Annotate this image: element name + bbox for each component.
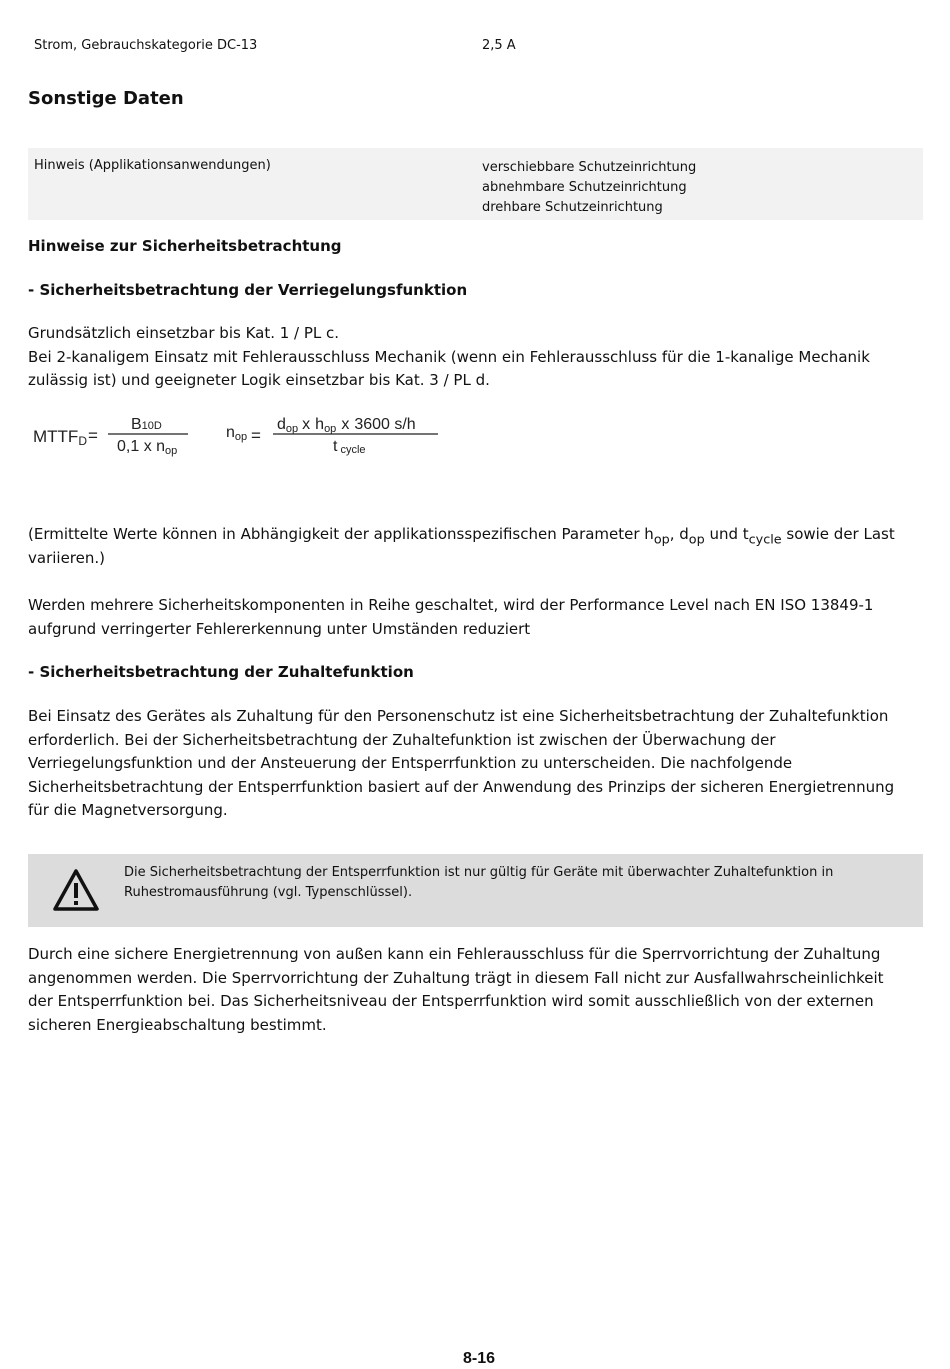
page-number: 8-16 [462,1350,496,1367]
paragraph-line: aufgrund verringerter Fehlererkennung unter Umständen reduziert [28,619,531,638]
paragraph-line: Sicherheitsbetrachtung der Entsperrfunktion basiert auf der Anwendung des Prinzips der sicheren Energietrennung [28,777,895,796]
table-cell-values [482,158,696,218]
svg-text:tcycle [333,438,366,456]
locking-paragraph [28,322,923,393]
formula-denominator: 0,1 x n [117,438,166,455]
formula-equals-2: = [251,426,261,445]
warning-line: Die Sicherheitsbetrachtung der Entsperrfunktion ist nur gültig für Geräte mit überwachter Zuhaltefunktion in [124,865,834,880]
paragraph-line: Durch eine sichere Energietrennung von außen kann ein Fehlerausschluss für die Sperrvorrichtung der Zuhaltung [28,945,881,963]
formula-t-sub: cycle [340,444,366,456]
warning-triangle-icon [52,868,100,912]
svg-text:dopxhopx3600 s/h [277,416,416,435]
note-text: (Ermittelte Werte können in Abhängigkeit der applikationsspezifischen Parameter h [28,525,654,543]
note-sub: cycle [748,532,782,548]
formula-h: h [315,416,325,433]
note-sub: op [653,532,670,548]
table-cell-label: Strom, Gebrauchskategorie DC-13 [34,38,258,53]
formula-equals: = [88,426,98,445]
paragraph-line: zulässig ist) und geeigneter Logik einsetzbar bis Kat. 3 / PL d. [28,371,490,389]
table-cell-value-line: abnehmbare Schutzeinrichtung [482,180,687,195]
formula-x2: x [341,416,350,433]
guard-heading: - Sicherheitsbetrachtung der Zuhaltefunktion [28,663,414,681]
paragraph-line: für die Magnetversorgung. [28,801,228,819]
table-row-current-dc13 [28,36,923,58]
table-cell-value: 2,5 A [482,38,516,53]
note-text: und t [704,525,749,543]
paragraph-line: Verriegelungsfunktion und der Ansteuerung der Entsperrfunktion zu unterscheiden. Die nachfolgende [28,754,793,772]
formula-b: B [131,416,142,433]
formula-rate: 3600 s/h [354,416,416,433]
formula-h-sub: op [324,423,337,435]
table-cell-label: Hinweis (Applikationsanwendungen) [34,158,271,173]
formula-mttf-sub: D [78,434,87,448]
warning-line: Ruhestromausführung (vgl. Typenschlüssel). [124,885,413,900]
paragraph-line: angenommen werden. Die Sperrvorrichtung der Zuhaltung trägt in diesem Fall nicht zur Ausfallwahrscheinlichkeit [28,968,884,987]
paragraph-line: Bei 2-kanaligem Einsatz mit Fehlerausschluss Mechanik (wenn ein Fehlerausschluss für die 1-kanalige Mechanik [28,347,870,366]
table-cell-value-line: drehbare Schutzeinrichtung [482,200,663,215]
formula-mttf: MTTF [33,427,79,446]
table-row-application-hint [28,148,923,220]
paragraph-line: Bei Einsatz des Gerätes als Zuhaltung für den Personenschutz ist eine Sicherheitsbetrachtung der Zuhaltefunktion [28,707,889,725]
note-text: sowie der Last [781,525,895,543]
guard-paragraph [28,705,923,823]
paragraph-line [28,523,923,547]
formula-d-sub: op [285,423,299,435]
warning-text [124,863,904,903]
svg-text:0,1 x nop [117,438,177,457]
formula-d: d [277,416,286,433]
paragraph-line: Werden mehrere Sicherheitskomponenten in Reihe geschaltet, wird der Performance Level nach EN ISO 13849-1 [28,596,874,614]
formula-denominator-sub: op [165,445,178,457]
series-paragraph [28,594,923,641]
locking-heading: - Sicherheitsbetrachtung der Verriegelungsfunktion [28,281,468,299]
paragraph-line: erforderlich. Bei der Sicherheitsbetrachtung der Zuhaltefunktion ist zwischen der Überwachung der [28,730,776,749]
final-paragraph [28,943,923,1037]
formula-x1: x [302,416,311,433]
svg-text:MTTFD [33,427,87,448]
note-sub: op [688,532,705,548]
paragraph-line: Grundsätzlich einsetzbar bis Kat. 1 / PL c. [28,324,340,342]
section-title: Sonstige Daten [28,88,184,109]
note-paragraph [28,523,923,570]
warning-box [28,854,923,927]
formula-nop: n [226,424,235,441]
paragraph-line: der Entsperrfunktion bei. Das Sicherheitsniveau der Entsperrfunktion wird somit ausschließlich von der externen [28,992,874,1010]
table-cell-value-line: verschiebbare Schutzeinrichtung [482,160,697,175]
paragraph-line: variieren.) [28,548,105,567]
note-text: , d [669,525,689,543]
formula-nop-sub: op [234,431,248,443]
paragraph-line: sicheren Energieabschaltung bestimmt. [28,1015,327,1034]
formula-b-sub: 10D [141,420,162,432]
svg-text:B10D [131,416,162,433]
mttf-formula [28,410,448,470]
formula-t: t [333,438,338,455]
safety-heading: Hinweise zur Sicherheitsbetrachtung [28,237,342,255]
svg-text:nop [226,424,247,443]
